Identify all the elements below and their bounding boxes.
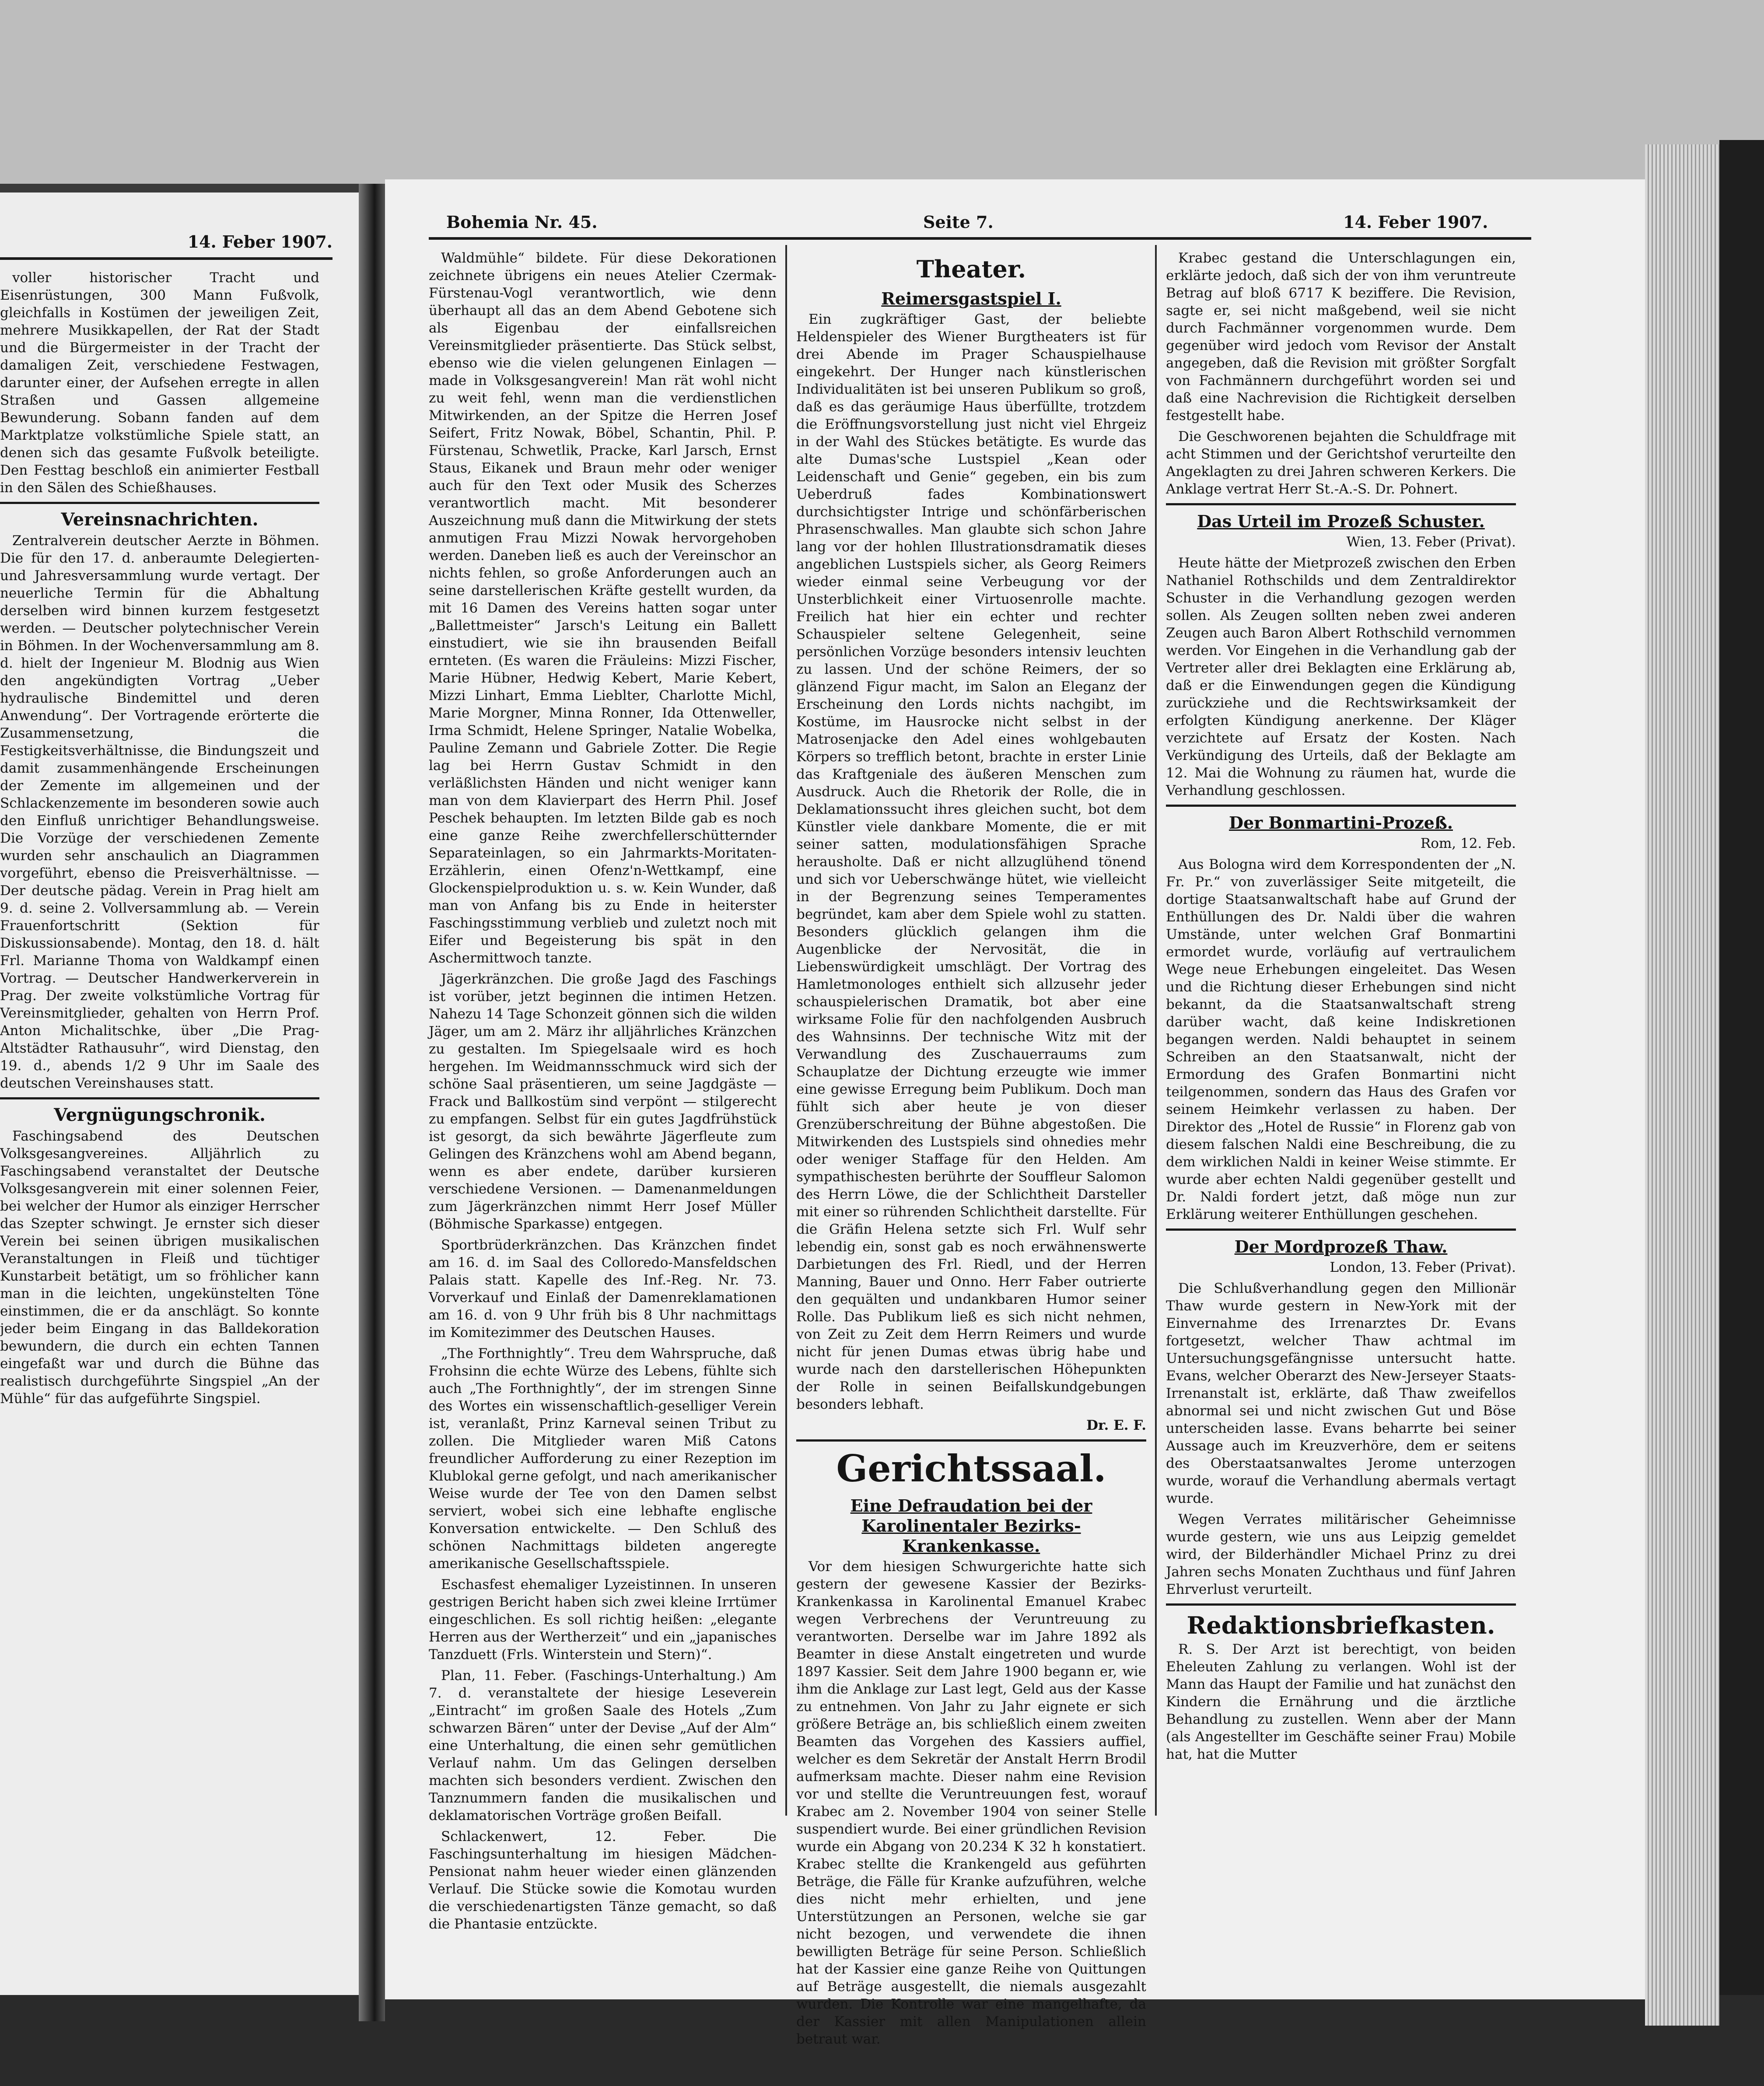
scanner-background-right (1719, 140, 1764, 2086)
court-report: Vor dem hiesigen Schwurgerichte hatte sich gestern der gewesene Kassier der Bezirks-Krankenkassa in Karolinental Emanuel Krabec wegen Verbrechens der Veruntreuung zu verantworten. Derselbe war im Jahre 1892 als Beamter in diese Anstalt eingetreten und wurde 1897 Kassier. Seit dem Jahre 1900 begann er, wie ihm die Anklage zur Last legt, Geld aus der Kasse zu entnehmen. Von Jahr zu Jahr eignete er sich größere Beträge an, bis schließlich einem zweiten Beamten das Vorgehen des Kassiers auffiel, welcher es dem Sekretär der Anstalt Herrn Brodil aufmerksam machte. Dieser nahm eine Revision vor und stellte die Veruntreuungen fest, worauf Krabec am 2. November 1904 von seiner Stelle suspendiert wurde. Bei einer gründlichen Revision wurde ein Abgang von 20.234 K 32 h konstatiert. Krabec stellte die Krankengeld aus geführten Beträge, die Fälle für Kranke aufzuführen, welche dies nicht mehr erhielten, und jene Unterstützungen an Personen, welche sie gar nicht bezogen, und verwendete die ihnen bewilligten Beträge für seine Person. Schließlich hat der Kassier eine ganze Reihe von Quittungen auf Beträge ausgestellt, die niemals ausgezahlt wurden. Die Kontrolle war eine mangelhafte, da der Kassier mit allen Manipulationen allein betraut war. (796, 1559, 1146, 2047)
theater-subtitle: Reimersgastspiel I. (881, 289, 1061, 308)
column-rule-2 (1155, 245, 1157, 1816)
article-text: Wegen Verrates militärischer Geheimnisse wurde gestern, wie uns aus Leipzig gemeldet wird, der Bilderhändler Michael Prinz zu drei Jahren sechs Monaten Zuchthaus und fünf Jahren Ehrverlust verurteilt. (1166, 1512, 1516, 1597)
column-3 (1166, 249, 1516, 1816)
book-page-edges (1645, 144, 1719, 2026)
column-rule-1 (785, 245, 787, 1816)
scanner-background-top (0, 0, 1764, 184)
left-section-title: Vereinsnachrichten. (61, 509, 259, 530)
column-1 (429, 249, 777, 1932)
col1-paragraph: Plan, 11. Feber. (Faschings-Unterhaltung.) Am 7. d. veranstaltete der hiesige Leseverein „Eintracht“ im großen Saale des Hotels „Zum schwarzen Bären“ unter der Devise „Auf der Alm“ eine Unterhaltung, die einen sehr gemütlichen Verlauf nahm. Um das Gelingen derselben machten sich besonders verdient. Zwischen den Tanznummern fanden die musikalischen und deklamatorischen Vorträge großen Beifall. (429, 1668, 777, 1824)
col1-paragraph: Schlackenwert, 12. Feber. Die Faschingsunterhaltung im hiesigen Mädchen-Pensionat nahm heuer wieder einen glänzenden Verlauf. Die Stücke sowie die Komotau wurden die verschiedenartigsten Tänze gemacht, so daß die Phantasie entzückte. (429, 1829, 777, 1932)
col1-paragraph: Jägerkränzchen. Die große Jagd des Faschings ist vorüber, jetzt beginnen die intimen Hetzen. Nahezu 14 Tage Schonzeit gönnen sich die wilden Jäger, um am 2. März ihr alljährliches Kränzchen zu gestalten. Im Spiegelsaale wird es hoch hergehen. Im Weidmannsschmuck wird sich der schöne Saal präsentieren, um seine Jagdgäste — Frack und Ballkostüm sind verpönt — stilgerecht zu empfangen. Selbst für ein gutes Jagdfrühstück ist gesorgt, da sich bewährte Jägerfleute zum Gelingen des Kränzchens wohl am Abend begann, wenn es aber endete, darüber kursieren verschiedene Versionen. — Damenanmeldungen zum Jägerkränzchen nimmt Herr Josef Müller (Böhmische Sparkasse) entgegen. (429, 971, 777, 1232)
article-dateline: Wien, 13. Feber (Privat). (1346, 534, 1516, 550)
column-2 (796, 249, 1146, 2047)
mailbox-title: Redaktionsbriefkasten. (1186, 1611, 1495, 1639)
article-title: Das Urteil im Prozeß Schuster. (1197, 511, 1485, 531)
article-text: Heute hätte der Mietprozeß zwischen den Erben Nathaniel Rothschilds und dem Zentraldirektor Schuster in die Verhandlung gezogen werden sollen. Als Zeugen sollten neben zwei anderen Zeugen auch Baron Albert Rothschild vernommen werden. Vor Eingehen in die Verhandlung gab der Vertreter aller drei Beklagten eine Erklärung ab, daß er die Einwendungen gegen die Kündigung zurückziehe und die Rechtswirksamkeit der erfolgten Kündigung anerkenne. Der Kläger verzichtete auf Ersatz der Kosten. Nach Verkündigung des Urteils, daß der Beklagte am 12. Mai die Wohnung zu räumen hat, wurde die Verhandlung geschlossen. (1166, 555, 1516, 798)
header-issue: Bohemia Nr. 45. (446, 212, 598, 232)
col3-verdict: Die Geschworenen bejahten die Schuldfrage mit acht Stimmen und der Gerichtshof verurteilte den Angeklagten zu drei Jahren schweren Kerkers. Die Anklage vertrat Herr St.-A.-S. Dr. Pohnert. (1166, 429, 1516, 497)
theater-title: Theater. (916, 255, 1026, 283)
left-page (0, 192, 359, 1995)
col1-paragraph: Sportbrüderkränzchen. Das Kränzchen findet am 16. d. im Saal des Colloredo-Mansfeldschen Palais statt. Kapelle des Inf.-Reg. Nr. 73. Vorverkauf und Einlaß der Damenreklamationen am 16. d. von 9 Uhr früh bis 8 Uhr nachmittags im Komitezimmer des Deutschen Hauses. (429, 1237, 777, 1340)
article-text: Aus Bologna wird dem Korrespondenten der „N. Fr. Pr.“ von zuverlässiger Seite mitgeteilt, die dortige Staatsanwaltschaft habe auf Grund der Enthüllungen des Dr. Naldi über die wahren Umstände, unter welchen Graf Bonmartini ermordet wurde, vorläufig auf vertraulichem Wege neue Erhebungen eingeleitet. Das Wesen und die Richtung dieser Erhebungen sind nicht bekannt, da die Staatsanwaltschaft streng darüber wacht, daß keine Indiskretionen begangen werden. Naldi behauptet in seinem Schreiben an den Staatsanwalt, nicht der Ermordung des Grafen Bonmartini nicht teilgenommen, sondern das Haus des Grafen vor seinem Heimkehr verlassen zu haben. Der Direktor des „Hotel de Russie“ in Florenz gab von diesem falschen Naldi eine Beschreibung, die zu dem wirklichen Naldi in keiner Weise stimmte. Er wurde aber echten Naldi gegenüber gestellt und Dr. Naldi fordert jetzt, daß möge nun zur Erklärung weiterer Enthüllungen geschehen. (1166, 857, 1516, 1222)
divider (1166, 1603, 1516, 1606)
review-signature: Dr. E. F. (1086, 1418, 1146, 1433)
col1-paragraph: Waldmühle“ bildete. Für diese Dekorationen zeichnete übrigens ein neues Atelier Czermak-Fürstenau-Vogl verantwortlich, wie denn überhaupt all das an dem Abend Gebotene sich als Eigenbau der einfallsreichen Vereinsmitglieder präsentierte. Das Stück selbst, ebenso wie die vielen gelungenen Einlagen — made in Volksgesangverein! Man rät wohl nicht zu weit fehl, wenn man die verdienstlichen Mitwirkenden, an der Spitze die Herren Josef Seifert, Fritz Nowak, Böbel, Schantin, Phil. P. Fürstenau, Schwetlik, Pracke, Karl Jarsch, Ernst Staus, Eikanek und Braun mehr oder weniger auch für den Text oder Musik des Scherzes verantwortlich macht. Mit besonderer Auszeichnung muß dann die Mitwirkung der stets anmutigen Frau Mizzi Nowak hervorgehoben werden. Daneben ließ es auch der Vereinschor an nichts fehlen, so große Anforderungen auch an seine darstellerischen Kräfte gestellt wurden, da mit 16 Damen des Vereins hatten sogar unter „Ballettmeister“ Jarsch's Leitung ein Ballett einstudiert, wie sie ihn brausenden Beifall ernteten. (Es waren die Fräuleins: Mizzi Fischer, Marie Hübner, Hedwig Kebert, Marie Kebert, Mizzi Linhart, Emma Lieblter, Charlotte Michl, Marie Morgner, Minna Ronner, Ida Ottenweller, Irma Schmidt, Helene Springer, Natalie Wobelka, Pauline Zemann und Gabriele Zotter. Die Regie lag bei Herrn Gustav Schmidt in den verläßlichsten Händen und nicht weniger kann man von dem Klavierpart des Herrn Phil. Josef Peschek behaupten. Im letzten Bilde gab es noch eine ganze Reihe zwerchfellerschütternder Separateinlagen, so ein Jahrmarkts-Moritaten-Erzählerin, einen Ofenz'n-Wettkampf, eine Glockenspielproduktion u. s. w. Kein Wunder, daß man von Anfang bis zu Ende in heiterster Faschingsstimmung verblieb und zuletzt noch mit Eifer und Begeisterung bis spät in den Aschermittwoch tanzte. (429, 250, 777, 966)
left-section-text: Faschingsabend des Deutschen Volksgesangvereines. Alljährlich zu Faschingsabend veranstaltet der Deutsche Volksgesangverein mit einer solennen Feier, bei welcher der Humor als einziger Herrscher das Szepter schwingt. Je ernster sich dieser Verein bei seinen übrigen musikalischen Veranstaltungen in Fleiß und tüchtiger Kunstarbeit betätigt, um so fröhlicher kann man in die leichten, ungekünstelten Töne einstimmen, die er da anschlägt. So konnte jeder beim Eingang in das Balldekoration bewundern, die durch ein echten Tannen eingefaßt war und durch die Bühne das realistisch durchgeführte Singspiel „An der Mühle“ für das aufgeführte Singspiel. (0, 1128, 319, 1407)
main-page (385, 179, 1645, 2047)
article-title: Der Mordprozeß Thaw. (1234, 1237, 1448, 1256)
left-section-text: Zentralverein deutscher Aerzte in Böhmen. Die für den 17. d. anberaumte Delegierten- und Jahresversammlung wurde vertagt. Der neuerliche Termin für die Abhaltung derselben wird binnen kurzem festgesetzt werden. — Deutscher polytechnischer Verein in Böhmen. In der Wochenversammlung am 8. d. hielt der Ingenieur M. Blodnig aus Wien den angekündigten Vortrag „Ueber hydraulische Bindemittel und deren Anwendung“. Der Vortragende erörterte die Zusammensetzung, die Festigkeitsverhältnisse, die Bindungszeit und damit zusammenhängende Erscheinungen der Zemente im allgemeinen und der Schlackenzemente im besonderen sowie auch den Einfluß unrichtiger Behandlungsweise. Die Vorzüge der verschiedenen Zemente wurden sehr anschaulich an Diagrammen vorgeführt, ebenso die Preisverhältnisse. — Der deutsche pädag. Verein in Prag hielt am 9. d. seine 2. Vollversammlung ab. — Verein Frauenfortschritt (Sektion für Diskussionsabende). Montag, den 18. d. hält Frl. Marianne Thoma von Waldkampf einen Vortrag. — Deutscher Handwerkerverein in Prag. Der zweite volkstümliche Vortrag für Vereinsmitglieder, gehalten von Herrn Prof. Anton Michalitschke, über „Die Prag-Altstädter Rathausuhr“, wird Dienstag, den 19. d., abends 1/2 9 Uhr im Saale des deutschen Vereinshauses statt. (0, 533, 319, 1091)
col3-intro: Krabec gestand die Unterschlagungen ein, erklärte jedoch, daß sich der von ihm veruntreute Betrag auf bloß 6717 K beziffere. Die Revision, sagte er, sei nicht maßgebend, weil sie nicht durch Fachmänner vorgenommen wurde. Dem gegenüber wird jedoch vom Revisor der Anstalt angegeben, daß die Revision mit größter Sorgfalt von Fachmännern durchgeführt worden sei und daß eine Nachrevision die Richtigkeit derselben festgestellt habe. (1166, 250, 1516, 424)
header-date: 14. Feber 1907. (1343, 212, 1488, 232)
left-page-date: 14. Feber 1907. (187, 232, 332, 252)
divider (0, 502, 319, 504)
left-intro: voller historischer Tracht und Eisenrüstungen, 300 Mann Fußvolk, gleichfalls in Kostümen der jeweiligen Zeit, mehrere Musikkapellen, der Rat der Stadt und die Bürgermeister in der Tracht der damaligen Zeit, verschiedene Festwagen, darunter einer, der Aufsehen erregte in allen Straßen und Gassen allgemeine Bewunderung. Sobann fanden auf dem Marktplatze volkstümliche Spiele statt, an denen sich das gesamte Fußvolk beteiligte. Den Festtag beschloß ein animierter Festball in den Sälen des Schießhauses. (0, 270, 319, 496)
col1-paragraph: Eschasfest ehemaliger Lyzeistinnen. In unseren gestrigen Bericht haben sich zwei kleine Irrtümer eingeschlichen. Es soll richtig heißen: „elegante Herren aus der Wertherzeit“ und ein „japanisches Tanzduett (Frls. Winterstein und Stern)“. (429, 1577, 777, 1662)
col1-paragraph: „The Forthnightly“. Treu dem Wahrspruche, daß Frohsinn die echte Würze des Lebens, fühlte sich auch „The Forthnightly“, der im strengen Sinne des Wortes ein wissenschaftlich-geselliger Verein ist, veranlaßt, Prinz Karneval seinen Tribut zu zollen. Die Mitglieder waren Miß Catons freundlicher Aufforderung zu einer Rezeption im Klublokal gerne gefolgt, und nach amerikanischer Weise wurde der Tee von den Damen selbst serviert, wobei sich eine lebhafte englische Konversation entwickelte. — Den Schluß des schönen Nachmittags bildeten angeregte amerikanische Gesellschaftsspiele. (429, 1346, 777, 1572)
left-header-rule (0, 257, 332, 260)
header-page-number: Seite 7. (923, 212, 994, 232)
divider (796, 1439, 1146, 1442)
article-text: Die Schlußverhandlung gegen den Millionär Thaw wurde gestern in New-York mit der Einvernahme des Irrenarztes Dr. Evans fortgesetzt, welcher Thaw achtmal im Untersuchungsgefängnisse untersucht hatte. Evans, welcher Oberarzt des New-Jerseyer Staats-Irrenanstalt ist, erklärte, daß Thaw zweifellos abnormal sei und nicht zwischen Gut und Böse unterscheiden lasse. Evans beharrte bei seiner Aussage auch im Kreuzverhöre, dem er seitens des Oberstaatsanwaltes Jerome unterzogen wurde, worauf die Verhandlung abermals vertagt wurde. (1166, 1281, 1516, 1506)
divider (0, 1097, 319, 1099)
theater-review: Ein zugkräftiger Gast, der beliebte Heldenspieler des Wiener Burgtheaters ist für drei Abende im Prager Schauspielhause eingekehrt. Der Hunger nach künstlerischen Individualitäten ist bei unseren Publikum so groß, daß es das geräumige Haus überfüllte, trotzdem die Eröffnungsvorstellung just nicht viel Ehrgeiz in der Wahl des Stückes betätigte. Es wurde das alte Dumas'sche Lustspiel „Kean oder Leidenschaft und Genie“ gegeben, ein bis zum Ueberdruß fades Kombinationswert durchsichtigster Intrige und schönfärberischen Phrasenschwalles. Man glaubte sich schon Jahre lang vor der hohlen Illustrationsdramatik dieses angeblichen Lustspiels sicher, als Georg Reimers wieder einmal seine Verbeugung vor der Unsterblichkeit einer Virtuosenrolle machte. Freilich hat hier ein echter und rechter Schauspieler seltene Gelegenheit, seine persönlichen Vorzüge besonders intensiv leuchten zu lassen. Und der schöne Reimers, der so glänzend Figur macht, im Salon an Eleganz der Erscheinung den Lords nichts nachgibt, im Kostüme, im Hausrocke nicht selbst in der Matrosenjacke den Adel eines wohlgebauten Körpers so trefflich betont, brachte in erster Linie das Kraftgeniale des äußeren Menschen zum Ausdruck. Auch die Rhetorik der Rolle, die in Deklamationssucht ihres gleichen sucht, bot dem Künstler viele dankbare Momente, die er mit seiner satten, modulationsfähigen Sprache herausholte. Daß er nicht allzuglühend tönend und sich vor Ueberschwänge hütet, wie vielleicht in der Begrenzung seines Temperamentes begründet, kam aber dem Spiele wohl zu statten. Besonders glücklich gelangen ihm die Augenblicke der Nervosität, die in Liebenswürdigkeit umschlägt. Der Vortrag des Hamletmonologes enthielt sich allzusehr jeder schauspielerischen Dramatik, bot aber eine wirksame Folie für den nachfolgenden Ausbruch des Wahnsinns. Der technische Witz mit der Verwandlung des Zuschauerraums zum Schauplatze der Dichtung erzeugte wie immer eine gewisse Erregung beim Publikum. Doch man fühlt sich aber heute je von dieser Grenzüberschreitung der Bühne abgestoßen. Die Mitwirkenden des Lustspiels sind ohnedies mehr oder weniger Staffage für den Helden. Am sympathischesten berührte der Souffleur Salomon des Herrn Löwe, die der Schlichtheit Darsteller mit einer so rührenden Schlichtheit darstellte. Für die Gräfin Helena setzte sich Frl. Wulf sehr lebendig ein, sonst gab es noch erwähnenswerte Darbietungen des Frl. Riedl, und der Herren Manning, Bauer und Onno. Herr Faber outrierte den gequälten und undankbaren Humor seiner Rolle. Das Publikum ließ es sich nicht nehmen, von Zeit zu Zeit dem Herrn Reimers und wurde nicht für jenen Dumas etwas übrig habe und wurde nach den darstellerischen Höhepunkten der Rolle in seinen Beifallskundgebungen besonders lebhaft. (796, 312, 1146, 1412)
header-rule (429, 237, 1531, 240)
divider (1166, 805, 1516, 807)
mailbox-text: R. S. Der Arzt ist berechtigt, von beiden Eheleuten Zahlung zu verlangen. Wohl ist der Mann das Haupt der Familie und hat zunächst den Kindern die Ernährung und die ärztliche Behandlung zu zustellen. Wenn aber der Mann (als Angestellter im Geschäfte seiner Frau) Mobile hat, hat die Mutter (1166, 1642, 1516, 1762)
left-section-title: Vergnügungschronik. (54, 1105, 266, 1125)
divider (1166, 1228, 1516, 1231)
court-title: Gerichtssaal. (836, 1447, 1106, 1490)
book-gutter (359, 184, 385, 2021)
divider (1166, 503, 1516, 505)
left-page-column (0, 269, 319, 1975)
article-dateline: Rom, 12. Feb. (1420, 836, 1516, 851)
court-subtitle: Eine Defraudation bei der Karolinentaler Bezirks-Krankenkasse. (850, 1496, 1092, 1556)
article-dateline: London, 13. Feber (Privat). (1330, 1260, 1516, 1275)
article-title: Der Bonmartini-Prozeß. (1229, 813, 1453, 833)
